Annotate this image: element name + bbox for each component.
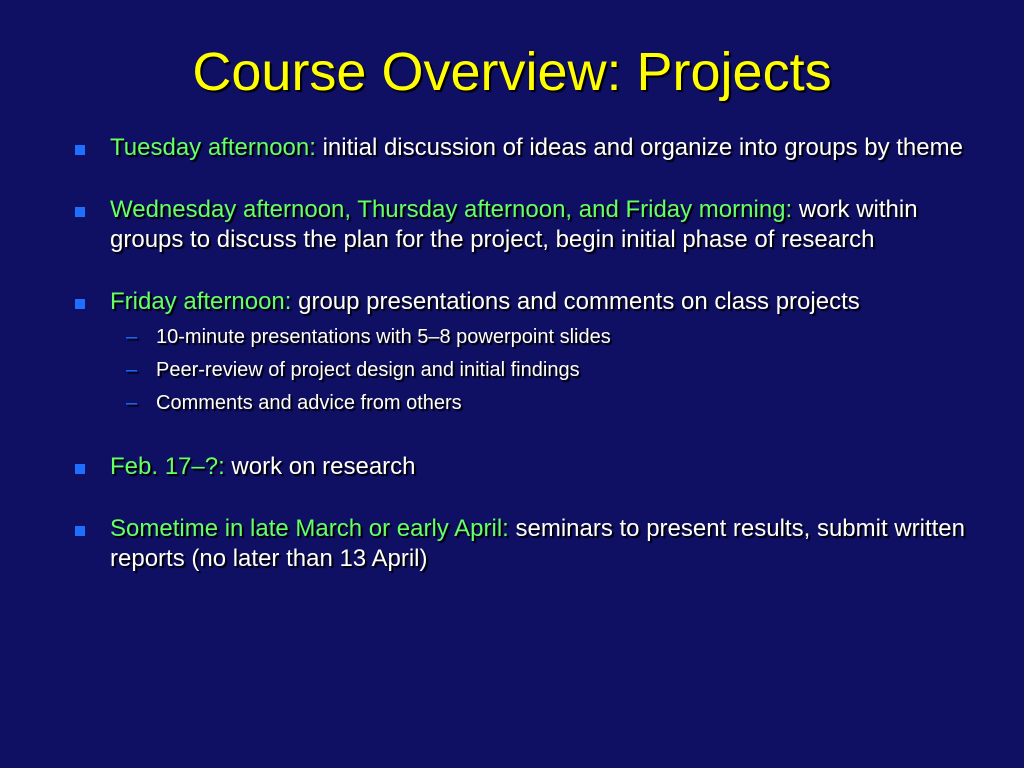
bullet-item <box>70 195 970 255</box>
bullet-item <box>70 133 970 163</box>
dash-bullet-icon: – <box>126 359 138 381</box>
slide-title: Course Overview: Projects <box>192 42 832 102</box>
sub-bullet-text: Peer-review of project design and initial findings <box>156 359 580 381</box>
bullet-lead: Friday afternoon: <box>110 288 299 315</box>
square-bullet-icon <box>75 207 85 217</box>
square-bullet-icon <box>75 299 85 309</box>
bullet-text: work on research <box>231 453 416 480</box>
sub-bullet-item <box>110 321 970 354</box>
bullet-item <box>70 452 970 482</box>
bullet-lead: Sometime in late March or early April: <box>110 515 516 542</box>
sub-bullet-item <box>110 387 970 420</box>
dash-bullet-icon: – <box>126 392 138 414</box>
dash-bullet-icon: – <box>126 326 138 348</box>
square-bullet-icon <box>75 526 85 536</box>
bullet-list <box>70 133 970 606</box>
square-bullet-icon <box>75 145 85 155</box>
sub-bullet-text: 10-minute presentations with 5–8 powerpoint slides <box>156 326 611 348</box>
bullet-lead: Feb. 17–?: <box>110 453 232 480</box>
sub-bullet-list <box>110 321 970 420</box>
bullet-text: seminars to present results, submit written reports (no later than 13 April) <box>110 515 965 572</box>
sub-bullet-item <box>110 354 970 387</box>
bullet-text: work within groups to discuss the plan for the project, begin initial phase of research <box>110 196 918 253</box>
bullet-item <box>70 514 970 574</box>
sub-bullet-text: Comments and advice from others <box>156 392 462 414</box>
bullet-text: group presentations and comments on class projects <box>298 288 860 315</box>
bullet-lead: Tuesday afternoon: <box>110 134 323 161</box>
bullet-text: initial discussion of ideas and organize into groups by theme <box>322 134 963 161</box>
square-bullet-icon <box>75 464 85 474</box>
bullet-lead: Wednesday afternoon, Thursday afternoon, and Friday morning: <box>110 196 799 223</box>
bullet-item <box>70 287 970 420</box>
